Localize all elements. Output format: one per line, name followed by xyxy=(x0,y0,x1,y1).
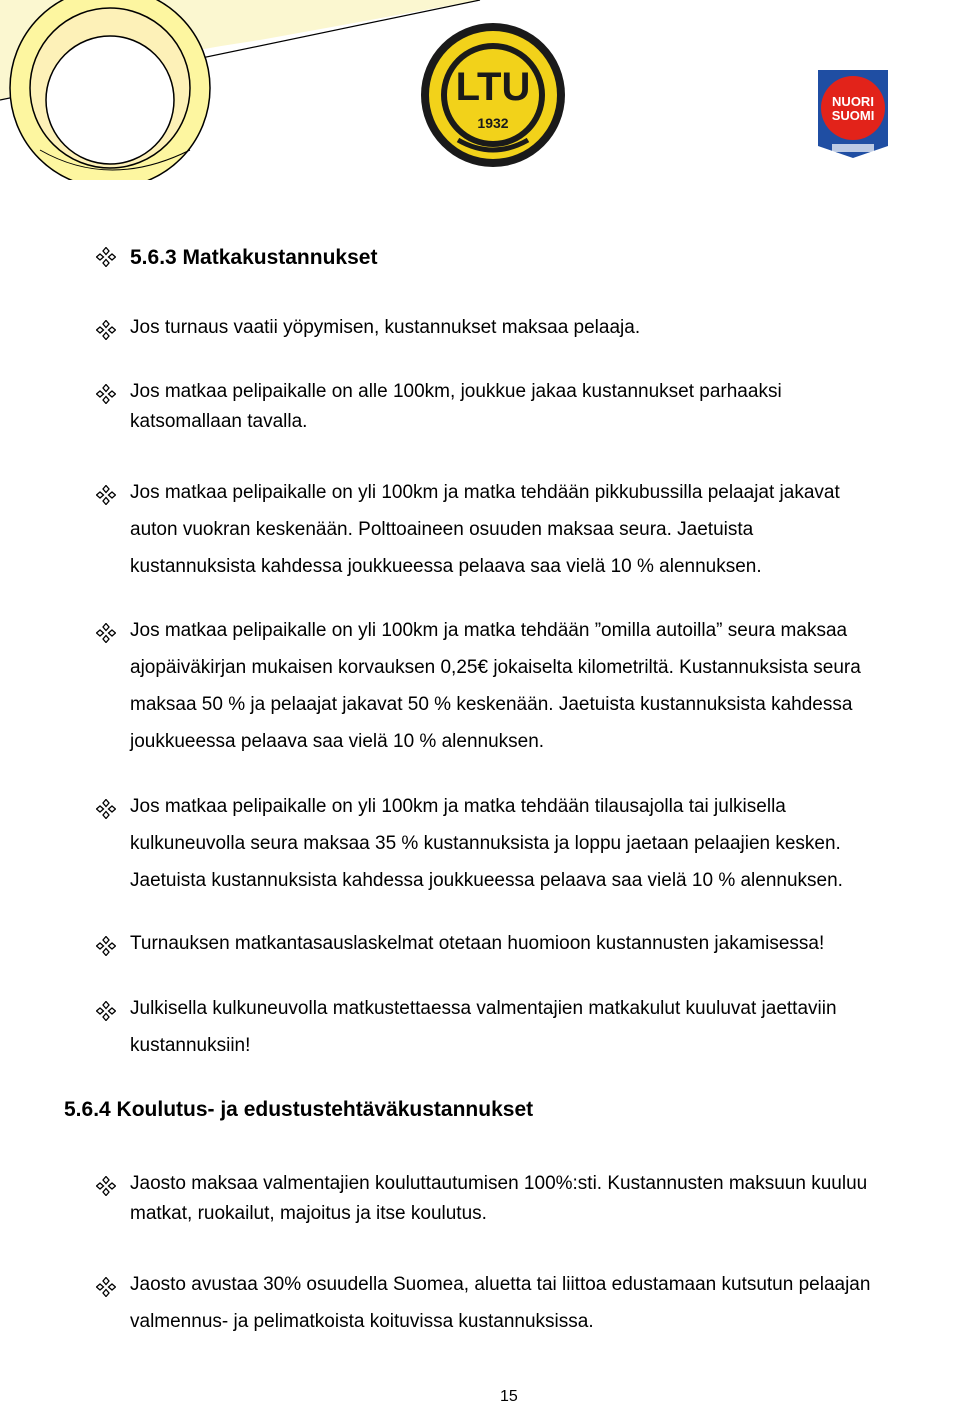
diamond-bullet-icon xyxy=(96,384,116,404)
item-line: Jos matkaa pelipaikalle on yli 100km ja matka tehdään pikkubussilla pelaajat jakavat xyxy=(130,482,840,503)
item-line: Jaosto avustaa 30% osuudella Suomea, aluetta tai liittoa edustamaan kutsutun pelaajan xyxy=(130,1274,871,1295)
section-title: 5.6.3 Matkakustannukset xyxy=(130,246,378,269)
diamond-bullet-icon xyxy=(96,1176,116,1196)
ltu-year: 1932 xyxy=(477,115,509,131)
diamond-bullet-icon xyxy=(96,623,116,643)
item-line: kustannuksista kahdessa joukkueessa pelaava saa vielä 10 % alennuksen. xyxy=(130,556,762,577)
item-line: maksaa 50 % ja pelaajat jakavat 50 % keskenään. Jaetuista kustannuksista kahdessa xyxy=(130,694,853,715)
ltu-club-logo xyxy=(418,20,568,170)
nuori-line1: NUORI xyxy=(832,94,874,109)
diamond-bullet-icon xyxy=(96,936,116,956)
diamond-bullet-icon xyxy=(96,1001,116,1021)
item-line: Jos turnaus vaatii yöpymisen, kustannukset maksaa pelaaja. xyxy=(130,317,641,338)
diamond-bullet-icon xyxy=(96,247,116,267)
item-line: Turnauksen matkantasauslaskelmat otetaan huomioon kustannusten jakamisessa! xyxy=(130,933,825,954)
diamond-bullet-icon xyxy=(96,799,116,819)
ltu-letters: LTU xyxy=(455,65,531,109)
item-line: Jaosto maksaa valmentajien kouluttautumisen 100%:sti. Kustannusten maksuun kuuluu xyxy=(130,1173,868,1194)
item-line: valmennus- ja pelimatkoista koituvissa kustannuksissa. xyxy=(130,1311,594,1332)
section-heading: 5.6.4 Koulutus- ja edustustehtäväkustannukset xyxy=(64,1098,534,1121)
item-line: katsomallaan tavalla. xyxy=(130,411,308,432)
item-line: Jos matkaa pelipaikalle on alle 100km, joukkue jakaa kustannukset parhaaksi xyxy=(130,381,782,402)
item-line: matkat, ruokailut, majoitus ja itse koulutus. xyxy=(130,1203,487,1224)
item-line: ajopäiväkirjan mukaisen korvauksen 0,25€ jokaiselta kilometriltä. Kustannuksista seura xyxy=(130,657,861,678)
nuori-suomi-logo xyxy=(812,60,894,160)
item-line: kulkuneuvolla seura maksaa 35 % kustannuksista ja loppu jaetaan pelaajien kesken. xyxy=(130,833,841,854)
item-line: Jos matkaa pelipaikalle on yli 100km ja matka tehdään tilausajolla tai julkisella xyxy=(130,796,786,817)
nuori-line2: SUOMI xyxy=(831,108,875,123)
item-line: Julkisella kulkuneuvolla matkustettaessa valmentajien matkakulut kuuluvat jaettaviin xyxy=(130,998,837,1019)
page-number: 15 xyxy=(500,1388,518,1405)
item-line: auton vuokran keskenään. Polttoaineen osuuden maksaa seura. Jaetuista xyxy=(130,519,754,540)
item-line: kustannuksiin! xyxy=(130,1035,251,1056)
item-line: Jaetuista kustannuksista kahdessa joukkueessa pelaava saa vielä 10 % alennuksen. xyxy=(130,870,843,891)
item-line: Jos matkaa pelipaikalle on yli 100km ja matka tehdään ”omilla autoilla” seura maksaa xyxy=(130,620,848,641)
diamond-bullet-icon xyxy=(96,320,116,340)
diamond-bullet-icon xyxy=(96,1277,116,1297)
item-line: joukkueessa pelaava saa vielä 10 % alennuksen. xyxy=(130,731,545,752)
diamond-bullet-icon xyxy=(96,485,116,505)
